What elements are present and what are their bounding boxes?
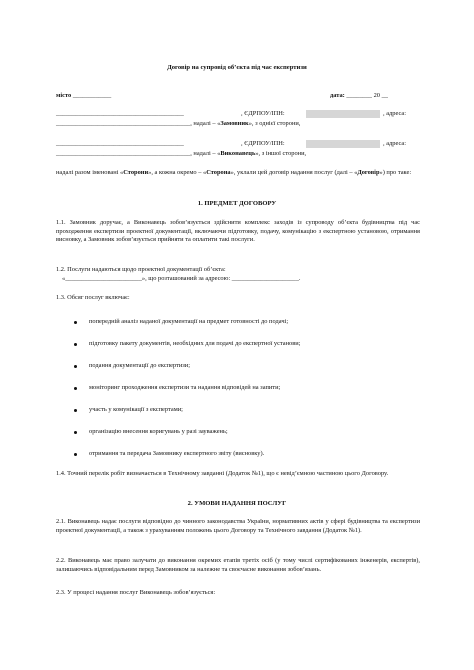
clause-1-2: 1.2. Послуги надаються щодо проектної документації об’єкта: bbox=[56, 266, 226, 273]
document-title: Договір на супровід об’єкта під час експертизи bbox=[167, 64, 307, 71]
contractor-name-blank: ________________________________________ bbox=[56, 140, 184, 147]
city-label: місто bbox=[56, 92, 72, 99]
bullet-dot bbox=[74, 365, 77, 368]
contractor-role-prefix: , надалі – « bbox=[190, 150, 221, 157]
list-item: подання документації до експертизи; bbox=[89, 362, 191, 369]
customer-address-label: , адреса: bbox=[383, 110, 407, 117]
customer-address-blank: __________________________________________ bbox=[56, 120, 191, 127]
customer-line-2 bbox=[56, 120, 300, 129]
contractor-role: Виконавець bbox=[220, 150, 256, 157]
project-doc-blank: «________________________», bbox=[62, 275, 149, 282]
contractor-line-2 bbox=[56, 150, 306, 159]
contractor-address-blank: __________________________________________ bbox=[56, 150, 191, 157]
date-line bbox=[330, 92, 388, 101]
list-item: організацію внесення коригувань у разі зауважень; bbox=[89, 428, 228, 435]
intro-paragraph bbox=[56, 169, 420, 178]
clause-1-4: 1.4. Точний перелік робіт визначається в Технічному завданні (Додаток №1), що є невід’ємною частиною цього Договору. bbox=[56, 470, 389, 477]
customer-edrpou-field bbox=[306, 110, 380, 118]
contractor-edrpou-field bbox=[306, 140, 380, 148]
intro-bold-1: Сторони bbox=[123, 169, 149, 176]
bullet-dot bbox=[74, 453, 77, 456]
intro-text-1: надалі разом іменовані « bbox=[56, 169, 124, 176]
list-item: моніторинг проходження експертизи та надання відповідей на запити; bbox=[89, 384, 281, 391]
intro-text-3: », уклали цей договір надання послуг (далі – « bbox=[230, 169, 358, 176]
date-blank: ________ 20 __ bbox=[346, 92, 388, 99]
list-item: участь у комунікації з експертами; bbox=[89, 406, 183, 413]
contractor-role-suffix: », з іншої сторони, bbox=[255, 150, 307, 157]
list-item: попередній аналіз наданої документації на предмет готовності до подачі; bbox=[89, 318, 289, 325]
bullet-dot bbox=[74, 387, 77, 390]
customer-role-suffix: », з однієї сторони, bbox=[248, 120, 301, 127]
bullet-dot bbox=[74, 321, 77, 324]
section-2-heading: 2. УМОВИ НАДАННЯ ПОСЛУГ bbox=[187, 500, 287, 507]
section-1-heading: 1. ПРЕДМЕТ ДОГОВОРУ bbox=[197, 200, 277, 207]
date-label: дата: bbox=[330, 92, 345, 99]
clause-2-1: 2.1. Виконавець надає послуги відповідно до чинного законодавства України, нормативних актів у сфері будівництва та експертизи проектної документації, а також з урахуванням положень цього Договору та Технічного завдання (Додаток №1). bbox=[56, 518, 420, 534]
clause-2-3: 2.3. У процесі надання послуг Виконавець зобов’язується: bbox=[56, 589, 216, 596]
list-item: отримання та передача Замовнику експертного звіту (висновку). bbox=[89, 450, 265, 457]
customer-edrpou-label: , ЄДРПОУ/ІПН: bbox=[241, 110, 285, 117]
contractor-line-1 bbox=[56, 140, 184, 149]
customer-line-1 bbox=[56, 110, 184, 119]
bullet-dot bbox=[74, 343, 77, 346]
bullet-dot bbox=[74, 409, 77, 412]
city-blank: ____________ bbox=[72, 92, 112, 99]
intro-bold-2: Сторона bbox=[206, 169, 231, 176]
bullet-dot bbox=[74, 431, 77, 434]
customer-name-blank: ________________________________________ bbox=[56, 110, 184, 117]
contractor-edrpou-label: , ЄДРПОУ/ІПН: bbox=[241, 140, 285, 147]
clause-2-2: 2.2. Виконавець має право залучати до виконання окремих етапів третіх осіб (у тому числі сертифікованих інженерів, експертів), залишаючись відповідальним перед Замовником за належне та своєчасне виконання зобов’язань. bbox=[56, 557, 420, 573]
clause-1-2-line-2 bbox=[62, 275, 300, 284]
customer-role: Замовник bbox=[220, 120, 249, 127]
city-line bbox=[56, 92, 111, 101]
contractor-address-label: , адреса: bbox=[383, 140, 407, 147]
clause-1-3: 1.3. Обсяг послуг включає: bbox=[56, 294, 130, 301]
intro-text-4: ») про таке: bbox=[379, 169, 412, 176]
clause-1-1: 1.1. Замовник доручає, а Виконавець зобов’язується здійснити комплекс заходів із супроводу об’єкта будівництва під час проходження експертизи проектної документації, включаючи підготовку, подачу, комунікацію з експертною установою, отримання висновку, а Замовник зобов’язується прийняти та оплатити такі послуги. bbox=[56, 219, 420, 244]
intro-bold-3: Договір bbox=[357, 169, 380, 176]
list-item: підготовку пакету документів, необхідних для подачі до експертної установи; bbox=[89, 340, 301, 347]
object-address-blank: _____________________. bbox=[231, 275, 301, 282]
intro-text-2: », а кожна окремо – « bbox=[148, 169, 207, 176]
customer-role-prefix: , надалі – « bbox=[190, 120, 221, 127]
located-text: що розташований за адресою: bbox=[148, 275, 232, 282]
